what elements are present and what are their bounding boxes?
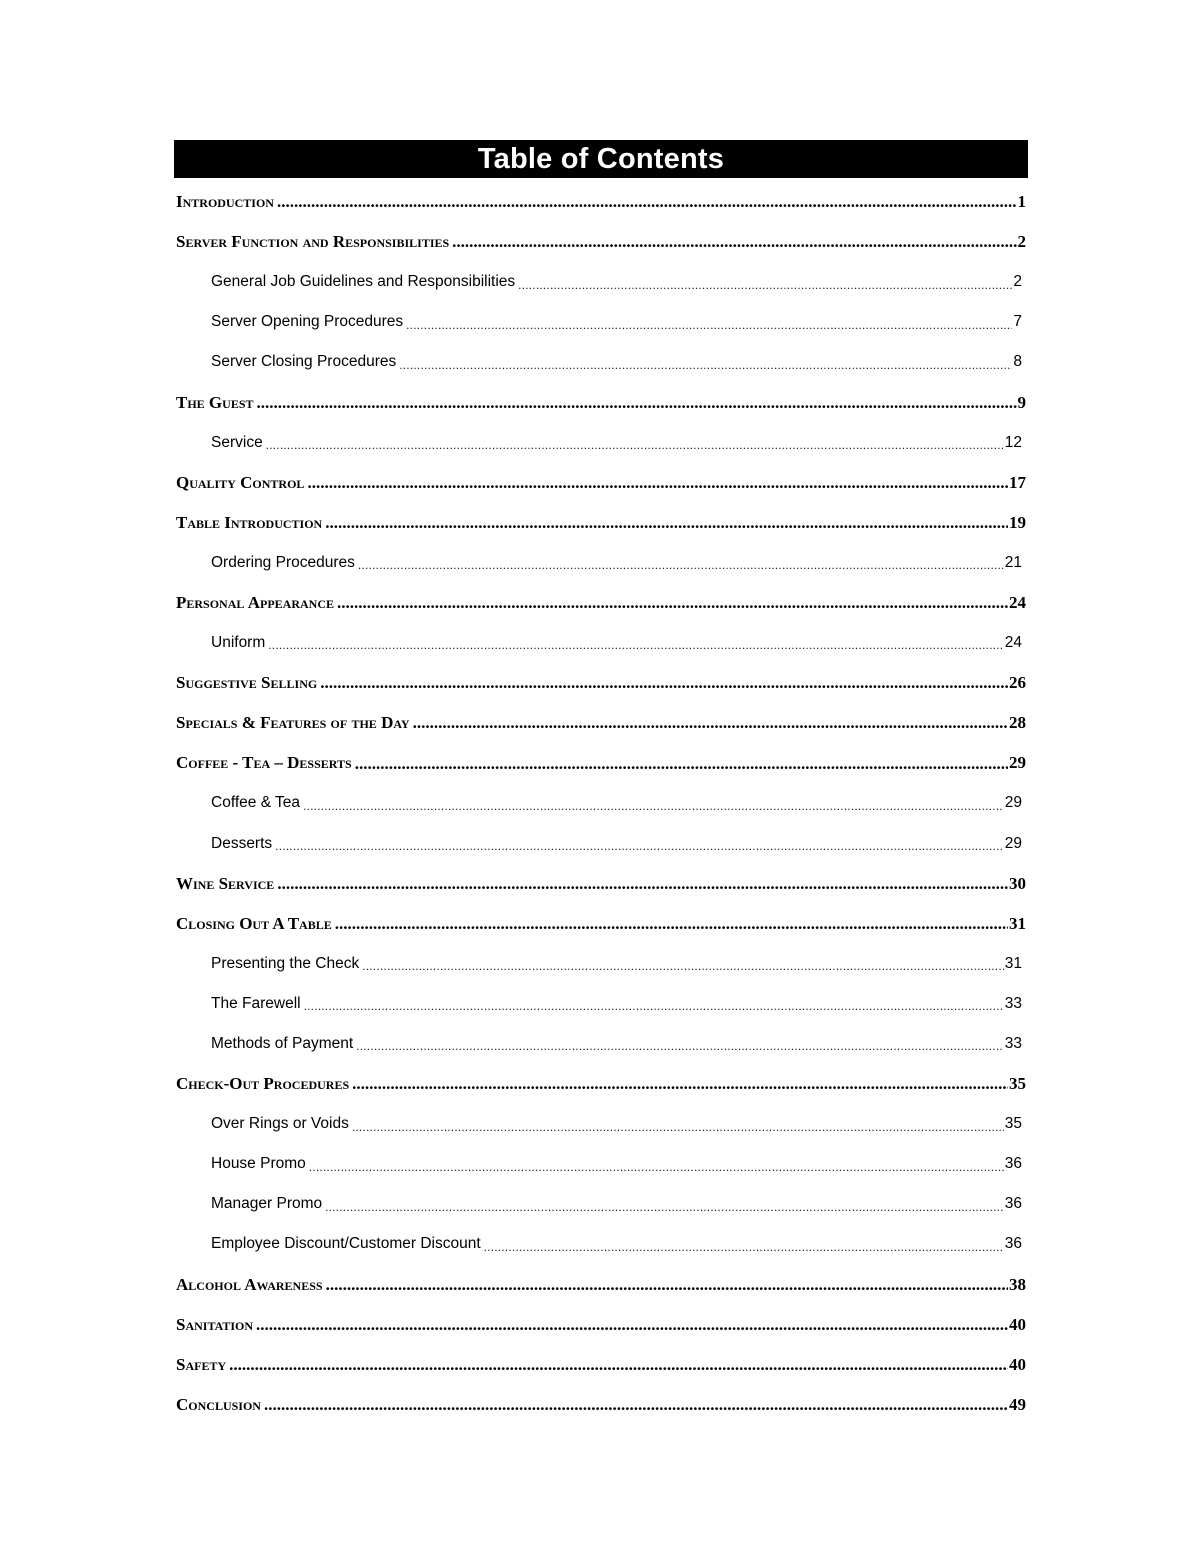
dot-leader [337, 593, 1008, 613]
dot-leader [307, 473, 1008, 493]
toc-entry[interactable] [174, 743, 1028, 783]
toc-page-number: 8 [1013, 353, 1022, 371]
dot-leader [275, 834, 1004, 853]
toc-list [174, 182, 1028, 1425]
dot-leader [277, 192, 1017, 212]
toc-entry-label: Safety [176, 1354, 227, 1374]
toc-entry-label: Methods of Payment [211, 1035, 354, 1053]
toc-entry[interactable] [174, 182, 1028, 222]
toc-entry-label: Server Function and Responsibilities [176, 232, 450, 252]
toc-page-number: 2 [1013, 273, 1022, 291]
toc-title: Table of Contents [174, 140, 1028, 178]
toc-entry-label: Service [211, 433, 263, 451]
toc-page-number: 19 [1009, 512, 1026, 532]
toc-entry-label: Server Closing Procedures [211, 353, 397, 371]
toc-entry-label: General Job Guidelines and Responsibilities [211, 273, 516, 291]
dot-leader [277, 873, 1008, 893]
toc-entry-label: Sanitation [176, 1314, 254, 1334]
dot-leader [362, 955, 1004, 974]
dot-leader [335, 914, 1008, 934]
toc-entry[interactable] [174, 382, 1028, 422]
toc-entry-label: Server Opening Procedures [211, 313, 404, 331]
dot-leader [356, 1035, 1004, 1054]
toc-page-number: 2 [1017, 232, 1026, 252]
dot-leader [358, 554, 1004, 573]
toc-entry-label: Closing Out A Table [176, 913, 332, 933]
toc-subentry[interactable] [174, 783, 1028, 823]
toc-entry-label: Ordering Procedures [211, 553, 355, 571]
toc-entry-label: Quality Control [176, 472, 305, 492]
toc-entry[interactable] [174, 703, 1028, 743]
dot-leader [264, 1395, 1008, 1415]
toc-entry[interactable] [174, 222, 1028, 262]
dot-leader [320, 673, 1008, 693]
dot-leader [229, 1355, 1008, 1375]
toc-page-number: 40 [1009, 1314, 1026, 1334]
toc-entry-label: Wine Service [176, 873, 275, 893]
toc-subentry[interactable] [174, 1104, 1028, 1144]
toc-entry-label: Coffee & Tea [211, 794, 301, 812]
toc-page-number: 35 [1009, 1074, 1026, 1094]
toc-page-number: 33 [1004, 994, 1022, 1012]
toc-entry-label: Manager Promo [211, 1195, 323, 1213]
toc-entry-label: Check-Out Procedures [176, 1074, 350, 1094]
toc-entry-label: Specials & Features of the Day [176, 713, 410, 733]
toc-page-number: 29 [1004, 794, 1022, 812]
toc-entry-label: Desserts [211, 834, 273, 852]
dot-leader [406, 313, 1012, 332]
dot-leader [325, 1195, 1004, 1214]
toc-page [174, 140, 1028, 1425]
toc-subentry[interactable] [174, 1024, 1028, 1064]
toc-page-number: 24 [1004, 634, 1022, 652]
dot-leader [352, 1115, 1004, 1134]
toc-page-number: 17 [1009, 472, 1026, 492]
toc-entry-label: Coffee - Tea – Desserts [176, 753, 352, 773]
toc-entry-label: Table Introduction [176, 512, 323, 532]
toc-entry[interactable] [174, 1385, 1028, 1425]
toc-entry-label: Uniform [211, 634, 266, 652]
toc-page-number: 7 [1013, 313, 1022, 331]
dot-leader [268, 634, 1003, 653]
dot-leader [518, 273, 1012, 292]
toc-entry[interactable] [174, 904, 1028, 944]
dot-leader [325, 513, 1008, 533]
dot-leader [484, 1235, 1004, 1254]
toc-page-number: 1 [1017, 192, 1026, 212]
toc-page-number: 30 [1009, 873, 1026, 893]
toc-entry-label: Employee Discount/Customer Discount [211, 1235, 481, 1253]
toc-subentry[interactable] [174, 623, 1028, 663]
toc-subentry[interactable] [174, 1144, 1028, 1184]
toc-entry-label: Presenting the Check [211, 954, 360, 972]
toc-subentry[interactable] [174, 984, 1028, 1024]
toc-entry[interactable] [174, 663, 1028, 703]
dot-leader [256, 1314, 1008, 1334]
toc-entry[interactable] [174, 1345, 1028, 1385]
toc-entry-label: Introduction [176, 192, 274, 212]
toc-subentry[interactable] [174, 1184, 1028, 1224]
toc-entry[interactable] [174, 1305, 1028, 1345]
toc-page-number: 29 [1004, 834, 1022, 852]
toc-entry-label: Suggestive Selling [176, 673, 318, 693]
toc-entry-label: Conclusion [176, 1394, 261, 1414]
toc-page-number: 40 [1009, 1354, 1026, 1374]
toc-entry-label: House Promo [211, 1155, 306, 1173]
toc-page-number: 36 [1004, 1235, 1022, 1253]
toc-page-number: 35 [1004, 1115, 1022, 1133]
toc-entry[interactable] [174, 503, 1028, 543]
dot-leader [355, 753, 1008, 773]
toc-page-number: 9 [1017, 392, 1026, 412]
toc-entry[interactable] [174, 864, 1028, 904]
toc-subentry[interactable] [174, 824, 1028, 864]
dot-leader [266, 433, 1004, 452]
toc-page-number: 24 [1009, 592, 1026, 612]
toc-page-number: 38 [1009, 1274, 1026, 1294]
dot-leader [309, 1155, 1004, 1174]
dot-leader [452, 232, 1016, 252]
toc-entry-label: The Guest [176, 392, 254, 412]
toc-page-number: 29 [1009, 753, 1026, 773]
toc-page-number: 28 [1009, 713, 1026, 733]
toc-page-number: 31 [1009, 913, 1026, 933]
toc-subentry[interactable] [174, 543, 1028, 583]
toc-page-number: 21 [1004, 553, 1022, 571]
toc-page-number: 31 [1004, 954, 1022, 972]
dot-leader [352, 1074, 1008, 1094]
toc-page-number: 36 [1004, 1155, 1022, 1173]
toc-subentry[interactable] [174, 1224, 1028, 1264]
toc-entry[interactable] [174, 1064, 1028, 1104]
toc-subentry[interactable] [174, 302, 1028, 342]
toc-entry[interactable] [174, 583, 1028, 623]
toc-entry-label: Personal Appearance [176, 592, 334, 612]
dot-leader [326, 1274, 1008, 1294]
toc-entry[interactable] [174, 1265, 1028, 1305]
toc-entry[interactable] [174, 463, 1028, 503]
toc-entry-label: Alcohol Awareness [176, 1274, 323, 1294]
toc-subentry[interactable] [174, 342, 1028, 382]
toc-page-number: 49 [1009, 1394, 1026, 1414]
dot-leader [304, 995, 1004, 1014]
toc-subentry[interactable] [174, 423, 1028, 463]
dot-leader [257, 392, 1017, 412]
toc-page-number: 33 [1004, 1035, 1022, 1053]
toc-subentry[interactable] [174, 944, 1028, 984]
dot-leader [413, 713, 1008, 733]
toc-page-number: 36 [1004, 1195, 1022, 1213]
toc-page-number: 12 [1004, 433, 1022, 451]
dot-leader [399, 353, 1012, 372]
toc-entry-label: Over Rings or Voids [211, 1115, 349, 1133]
toc-page-number: 26 [1009, 673, 1026, 693]
toc-entry-label: The Farewell [211, 994, 301, 1012]
toc-subentry[interactable] [174, 262, 1028, 302]
dot-leader [303, 794, 1004, 813]
